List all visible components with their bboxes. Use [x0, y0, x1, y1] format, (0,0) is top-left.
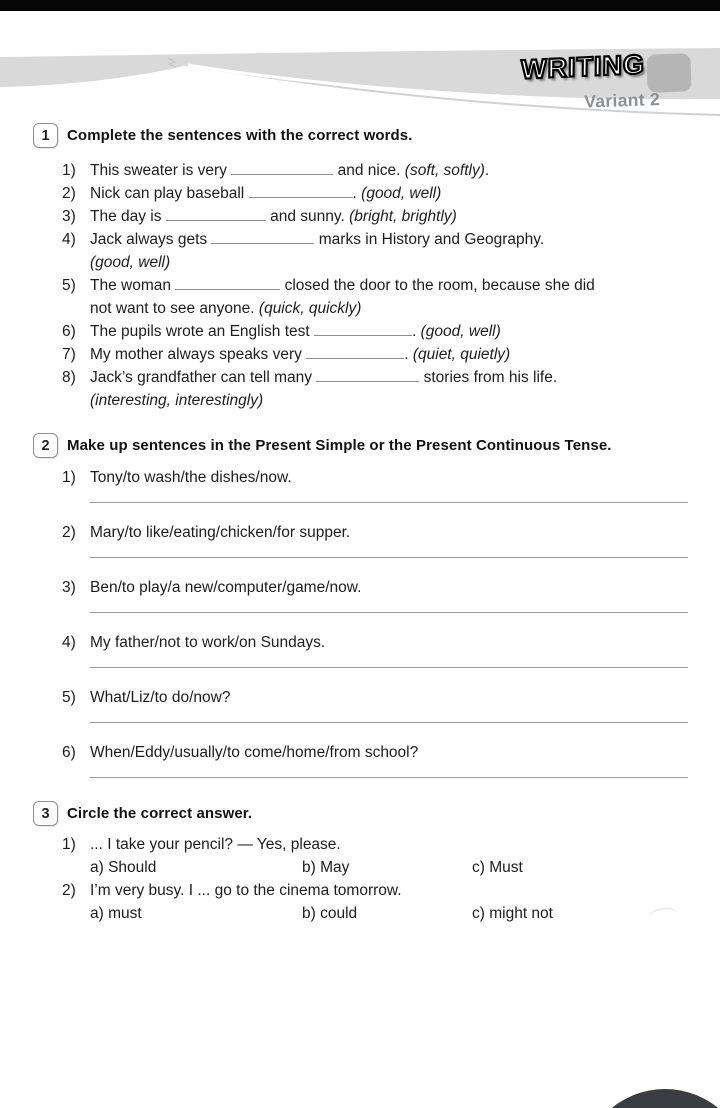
- variant-label: Variant 2: [583, 88, 661, 112]
- item-text: Tony/to wash/the dishes/now.: [90, 469, 292, 486]
- item-text: What/Liz/to do/now?: [90, 689, 231, 706]
- item-text: My father/not to work/on Sundays.: [90, 634, 326, 651]
- option-c: c) might not: [472, 905, 553, 922]
- answer-blank: [175, 277, 280, 290]
- exercise2-item: [33, 686, 690, 709]
- item-text: Mary/to like/eating/chicken/for supper.: [90, 524, 351, 541]
- answer-choices: (good, well): [420, 323, 501, 340]
- exercise-1-header: [33, 123, 690, 148]
- answer-write-line: [90, 722, 688, 723]
- exercise2-item: [33, 466, 690, 489]
- item-number: 7): [62, 346, 76, 363]
- exercise2-item: [33, 521, 690, 544]
- exercise1-item: [33, 320, 690, 343]
- exercise1-item: [33, 343, 690, 366]
- item-text: The woman closed the door to the room, because she did not want to see anyone. (quick, quickly): [90, 277, 595, 317]
- answer-choices: (quiet, quietly): [412, 346, 511, 363]
- banner-square: [646, 53, 691, 93]
- answer-write-line: [90, 667, 688, 668]
- options-row: [33, 902, 690, 925]
- section-title: Complete the sentences with the correct words.: [67, 127, 413, 144]
- answer-choices: (good, well): [90, 254, 171, 271]
- item-text: The day is and sunny. (bright, brightly): [90, 208, 457, 225]
- exercise-3-header: [33, 801, 690, 826]
- section-number-box: 3: [33, 801, 58, 826]
- item-number: 3): [62, 579, 76, 596]
- answer-blank: [314, 323, 412, 336]
- item-number: 3): [62, 208, 76, 225]
- exercise1-item: [33, 182, 690, 205]
- item-text: This sweater is very and nice. (soft, softly).: [90, 162, 490, 179]
- exercise-3-section: [33, 801, 690, 925]
- options-row: [33, 856, 690, 879]
- item-number: 4): [62, 231, 76, 248]
- answer-write-line: [90, 557, 688, 558]
- answer-blank: [306, 346, 404, 359]
- exercise-2-header: [33, 433, 690, 458]
- section-title: Circle the correct answer.: [67, 805, 253, 822]
- exercise2-item: [33, 576, 690, 599]
- item-number: 1): [62, 469, 76, 486]
- answer-blank: [316, 369, 419, 382]
- answer-choices: (quick, quickly): [258, 300, 362, 317]
- exercise2-items: [33, 466, 690, 778]
- item-number: 5): [62, 689, 76, 706]
- section-number-box: 2: [33, 433, 58, 458]
- exercise3-item: [33, 833, 690, 856]
- exercise2-item: [33, 741, 690, 764]
- answer-write-line: [90, 502, 688, 503]
- answer-blank: [166, 208, 266, 221]
- writing-title: WRITING: [520, 49, 646, 85]
- answer-blank: [249, 185, 353, 198]
- option-b: b) could: [302, 905, 358, 922]
- option-a: a) Should: [90, 859, 157, 876]
- item-number: 2): [62, 524, 76, 541]
- answer-choices: (good, well): [361, 185, 442, 202]
- item-number: 6): [62, 744, 76, 761]
- item-number: 6): [62, 323, 76, 340]
- item-text: The pupils wrote an English test . (good, well): [90, 323, 501, 340]
- answer-write-line: [90, 612, 688, 613]
- item-text: When/Eddy/usually/to come/home/from school?: [90, 744, 419, 761]
- section-title: Make up sentences in the Present Simple or the Present Continuous Tense.: [67, 437, 612, 454]
- worksheet-content: [33, 123, 690, 925]
- item-number: 2): [62, 185, 76, 202]
- item-text: Jack’s grandfather can tell many stories from his life. (interesting, interestingly): [90, 369, 558, 409]
- exercise2-item: [33, 631, 690, 654]
- bottom-circle-button[interactable]: [581, 1089, 720, 1108]
- item-number: 2): [62, 882, 76, 899]
- exercise1-item: [33, 228, 690, 274]
- exercise1-items: [33, 159, 690, 412]
- item-number: 4): [62, 634, 76, 651]
- answer-choices: (soft, softly): [404, 162, 485, 179]
- exercise3-item: [33, 879, 690, 902]
- exercise1-item: [33, 205, 690, 228]
- item-text: Ben/to play/a new/computer/game/now.: [90, 579, 362, 596]
- answer-blank: [231, 162, 333, 175]
- section-number-box: 1: [33, 123, 58, 148]
- item-text: Jack always gets marks in History and Geography. (good, well): [90, 231, 545, 271]
- answer-choices: (bright, brightly): [349, 208, 457, 225]
- item-text: My mother always speaks very . (quiet, quietly): [90, 346, 511, 363]
- exercise1-item: [33, 274, 690, 320]
- item-prompt: I’m very busy. I ... go to the cinema tomorrow.: [90, 882, 402, 899]
- item-prompt: ... I take your pencil? — Yes, please.: [90, 836, 341, 853]
- item-number: 1): [62, 836, 76, 853]
- answer-write-line: [90, 777, 688, 778]
- option-b: b) May: [302, 859, 350, 876]
- exercise1-item: [33, 159, 690, 182]
- header-banner: [0, 45, 720, 120]
- answer-choices: (interesting, interestingly): [90, 392, 264, 409]
- item-number: 1): [62, 162, 76, 179]
- exercise3-items: [33, 833, 690, 925]
- item-number: 8): [62, 369, 76, 386]
- answer-blank: [211, 231, 314, 244]
- exercise-1-section: [33, 123, 690, 412]
- item-text: Nick can play baseball . (good, well): [90, 185, 442, 202]
- option-a: a) must: [90, 905, 142, 922]
- top-black-bar: [0, 0, 720, 11]
- exercise1-item: [33, 366, 690, 412]
- exercise-2-section: [33, 433, 690, 778]
- item-number: 5): [62, 277, 76, 294]
- option-c: c) Must: [472, 859, 523, 876]
